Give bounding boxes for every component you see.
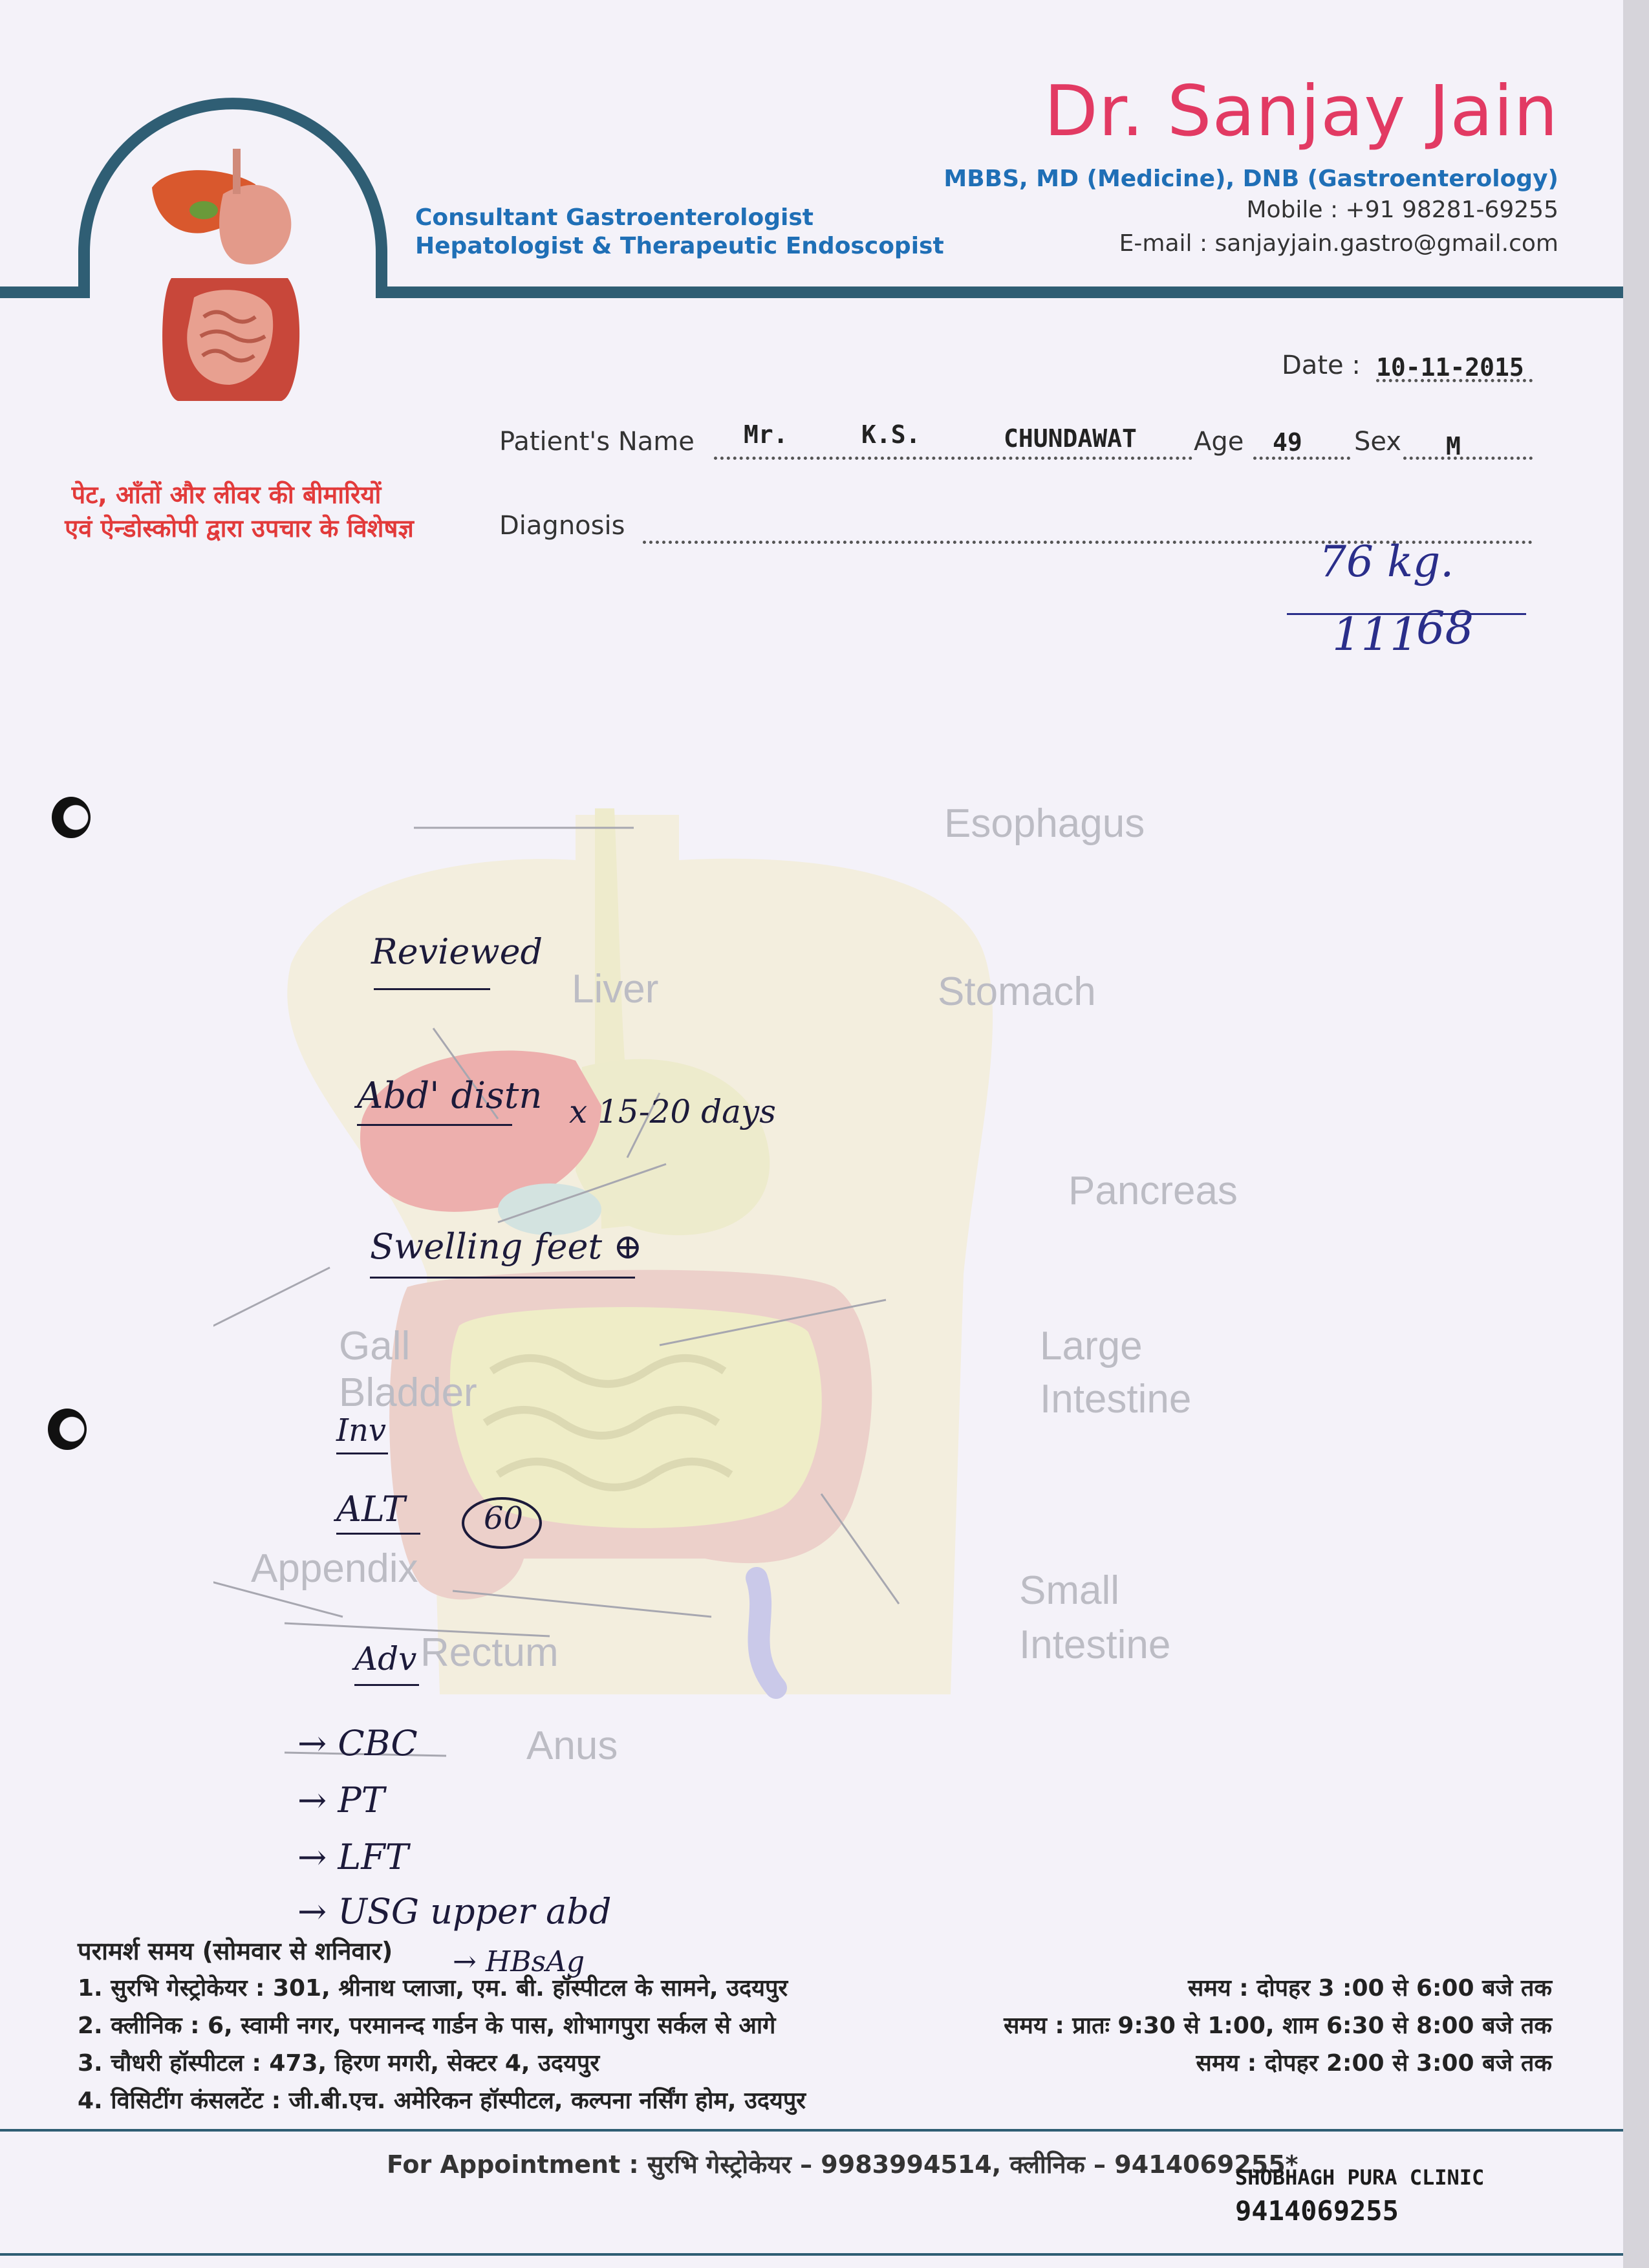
hindi-tagline-line2: एवं ऐन्डोस्कोपी द्वारा उपचार के विशेषज्ञ [65, 514, 414, 543]
handwritten-reviewed: Reviewed [371, 931, 543, 972]
diagram-label-esophagus: Esophagus [944, 801, 1145, 846]
digestive-system-logo [133, 149, 327, 420]
handwritten-advice-cbc: → CBC [297, 1723, 418, 1764]
handwritten-adv: Adv [354, 1640, 417, 1678]
handwritten-advice-pt: → PT [297, 1780, 385, 1820]
diagram-label-small-intestine: Intestine [1019, 1623, 1171, 1667]
alt-underline [336, 1533, 420, 1535]
doctor-role-line1: Consultant Gastroenterologist [415, 204, 814, 231]
diagram-label-small: Small [1019, 1568, 1120, 1613]
doctor-mobile: Mobile : +91 98281-69255 [1246, 197, 1558, 223]
handwritten-alt-value: 60 [484, 1500, 524, 1537]
age-label: Age [1194, 427, 1244, 457]
diagnosis-label: Diagnosis [499, 511, 625, 541]
handwritten-swelling-feet: Swelling feet ⊕ [370, 1226, 643, 1267]
date-label: Date : [1282, 351, 1361, 380]
diagram-label-rectum: Rectum [420, 1630, 559, 1675]
age-value: 49 [1273, 428, 1302, 457]
diagram-label-anus: Anus [526, 1723, 618, 1768]
handwritten-alt: ALT [336, 1489, 405, 1529]
handwritten-weight: 76 kg. [1319, 537, 1454, 587]
doctor-role-line2: Hepatologist & Therapeutic Endoscopist [415, 233, 944, 259]
punch-hole-bottom [48, 1409, 87, 1450]
handwritten-bp-systolic: 111 [1332, 608, 1419, 661]
diagram-label-intestine: Intestine [1040, 1377, 1192, 1421]
doctor-qualifications: MBBS, MD (Medicine), DNB (Gastroenterology) [943, 166, 1558, 192]
handwritten-bp-diastolic: 68 [1416, 601, 1474, 654]
clinic-stamp-name: SHOBHAGH PURA CLINIC [1235, 2165, 1485, 2190]
punch-hole-top [52, 797, 91, 838]
clinic-time-1: समय : दोपहर 3 :00 से 6:00 बजे तक [1188, 1975, 1552, 2002]
appointment-line: For Appointment : सुरभि गेस्ट्रोकेयर – 9983994514, क्लीनिक – 9414069255* [387, 2150, 1299, 2179]
patient-name-title: Mr. [744, 420, 788, 449]
sex-label: Sex [1354, 427, 1401, 457]
handwritten-inv: Inv [336, 1412, 386, 1449]
clinic-time-2: समय : प्रातः 9:30 से 1:00, शाम 6:30 से 8:00 बजे तक [1004, 2013, 1552, 2039]
handwritten-abd-distension: Abd' distn [357, 1075, 543, 1117]
clinic-address-4: 4. विसिटींग कंसलटेंट : जी.बी.एच. अमेरिकन हॉस्पीटल, कल्पना नर्सिंग होम, उदयपुर [78, 2088, 806, 2114]
adv-underline [354, 1684, 419, 1686]
handwritten-advice-lft: → LFT [297, 1837, 409, 1877]
doctor-name: Dr. Sanjay Jain [1044, 71, 1558, 152]
doctor-email: E-mail : sanjayjain.gastro@gmail.com [1119, 230, 1558, 257]
footer-rule [0, 2129, 1623, 2132]
handwritten-duration: x 15-20 days [569, 1093, 776, 1130]
abd-underline [357, 1124, 512, 1126]
patient-name-initials: K.S. [861, 420, 921, 449]
diagram-label-appendix: Appendix [251, 1546, 418, 1591]
patient-name-dots [714, 454, 1192, 460]
handwritten-advice-usg: → USG upper abd [297, 1891, 612, 1932]
clinic-address-1: 1. सुरभि गेस्ट्रोकेयर : 301, श्रीनाथ प्लाजा, एम. बी. हॉस्पीटल के सामने, उदयपुर [78, 1975, 788, 2002]
patient-name-surname: CHUNDAWAT [1004, 424, 1137, 453]
clinic-stamp-phone: 9414069255 [1235, 2195, 1399, 2227]
sex-dots [1403, 454, 1533, 460]
diagram-label-liver: Liver [572, 967, 659, 1011]
diagram-label-pancreas: Pancreas [1068, 1169, 1238, 1213]
clinic-address-2: 2. क्लीनिक : 6, स्वामी नगर, परमानन्द गार्डन के पास, शोभागपुरा सर्कल से आगे [78, 2013, 776, 2039]
consultation-timing-title: परामर्श समय (सोमवार से शनिवार) [78, 1937, 393, 1965]
reviewed-underline [374, 988, 490, 990]
patient-name-label: Patient's Name [499, 427, 695, 457]
clinic-time-3: समय : दोपहर 2:00 से 3:00 बजे तक [1196, 2050, 1552, 2077]
clinic-address-3: 3. चौधरी हॉस्पीटल : 473, हिरण मगरी, सेक्टर 4, उदयपुर [78, 2050, 600, 2077]
date-dots [1376, 376, 1533, 382]
diagram-label-bladder: Bladder [339, 1370, 477, 1415]
footer-bottom-rule [0, 2253, 1623, 2256]
page-edge [1623, 0, 1649, 2268]
hindi-tagline-line1: पेट, आँतों और लीवर की बीमारियों [71, 481, 382, 509]
swelling-underline [370, 1277, 635, 1279]
handwritten-advice-hbsag: → HBsAg [453, 1945, 585, 1978]
date-value: 10-11-2015 [1376, 353, 1524, 382]
inv-underline [336, 1453, 388, 1454]
diagram-label-large: Large [1040, 1324, 1143, 1368]
diagram-label-stomach: Stomach [938, 969, 1096, 1014]
sex-value: M [1446, 432, 1461, 460]
diagram-label-gall: Gall [339, 1324, 411, 1368]
